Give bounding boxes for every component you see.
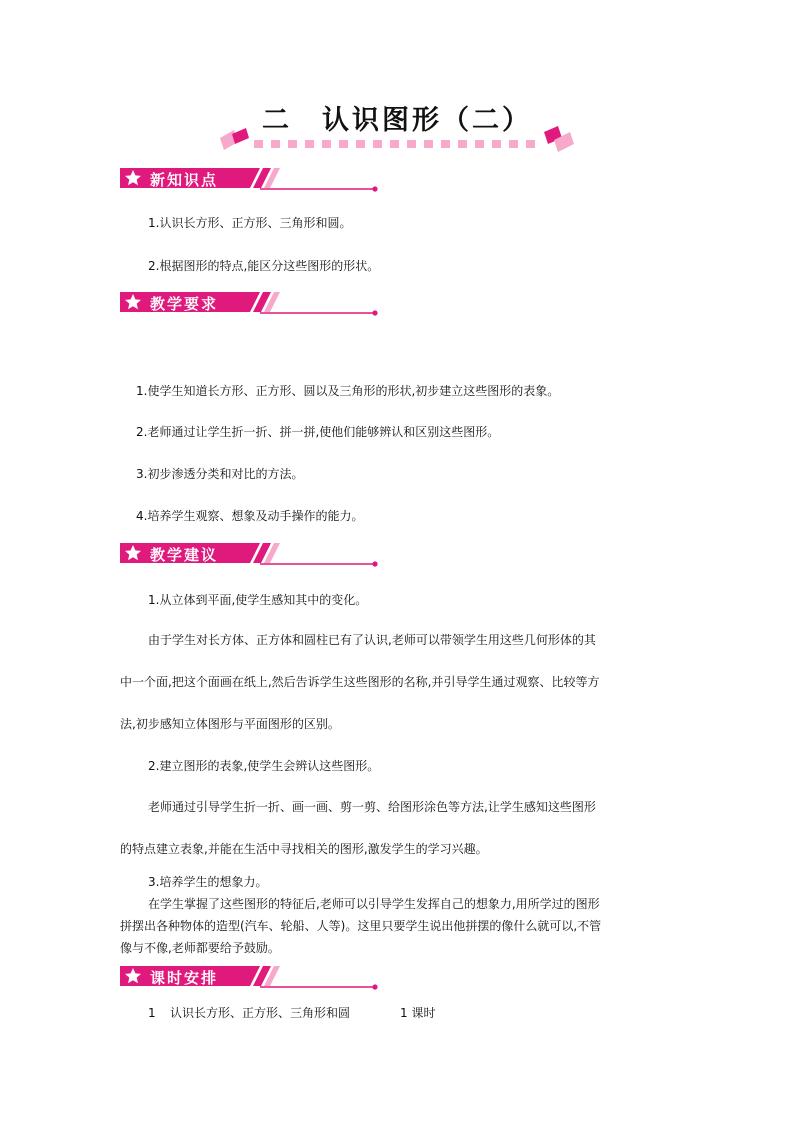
paragraph-line: 在学生掌握了这些图形的特征后,老师可以引导学生发挥自己的想象力,用所学过的图形	[148, 897, 600, 911]
paragraph-line: 法,初步感知立体图形与平面图形的区别。	[120, 717, 340, 731]
list-item: 2.根据图形的特点,能区分这些图形的形状。	[148, 259, 380, 273]
title-decoration	[218, 126, 578, 156]
paragraph-line: 的特点建立表象,并能在生活中寻找相关的图形,激发学生的学习兴趣。	[120, 842, 488, 856]
paragraph-line: 中一个面,把这个面画在纸上,然后告诉学生这些图形的名称,并引导学生通过观察、比较等方	[120, 675, 600, 689]
section-header-schedule	[120, 966, 382, 990]
section-heading: 新知识点	[150, 171, 219, 189]
list-item: 1.认识长方形、正方形、三角形和圆。	[148, 216, 352, 230]
section-heading: 教学要求	[150, 295, 219, 313]
subheading: 2.建立图形的表象,使学生会辨认这些图形。	[148, 759, 380, 773]
schedule-row-hours: 1 课时	[400, 1006, 436, 1020]
paragraph-line: 由于学生对长方体、正方体和圆柱已有了认识,老师可以带领学生用这些几何形体的其	[148, 633, 596, 647]
schedule-row-number: 1	[148, 1006, 156, 1020]
subheading: 3.培养学生的想象力。	[148, 875, 268, 889]
list-item: 2.老师通过让学生折一折、拼一拼,使他们能够辨认和区别这些图形。	[136, 425, 500, 439]
section-header-teaching-requirements	[120, 292, 382, 316]
list-item: 3.初步渗透分类和对比的方法。	[136, 467, 304, 481]
page-title: 二 认识图形（二）	[262, 105, 532, 136]
list-item: 1.使学生知道长方形、正方形、圆以及三角形的形状,初步建立这些图形的表象。	[136, 384, 560, 398]
paragraph-line: 像与不像,老师都要给予鼓励。	[120, 941, 280, 955]
paragraph-line: 老师通过引导学生折一折、画一画、剪一剪、给图形涂色等方法,让学生感知这些图形	[148, 800, 596, 814]
paragraph-line: 拼摆出各种物体的造型(汽车、轮船、人等)。这里只要学生说出他拼摆的像什么就可以,不管	[120, 919, 602, 933]
subheading: 1.从立体到平面,使学生感知其中的变化。	[148, 593, 368, 607]
section-header-teaching-suggestions	[120, 543, 382, 567]
list-item: 4.培养学生观察、想象及动手操作的能力。	[136, 509, 364, 523]
section-header-new-knowledge	[120, 168, 382, 192]
schedule-row-topic: 认识长方形、正方形、三角形和圆	[170, 1006, 351, 1020]
section-heading: 课时安排	[150, 969, 219, 987]
section-heading: 教学建议	[150, 546, 219, 564]
